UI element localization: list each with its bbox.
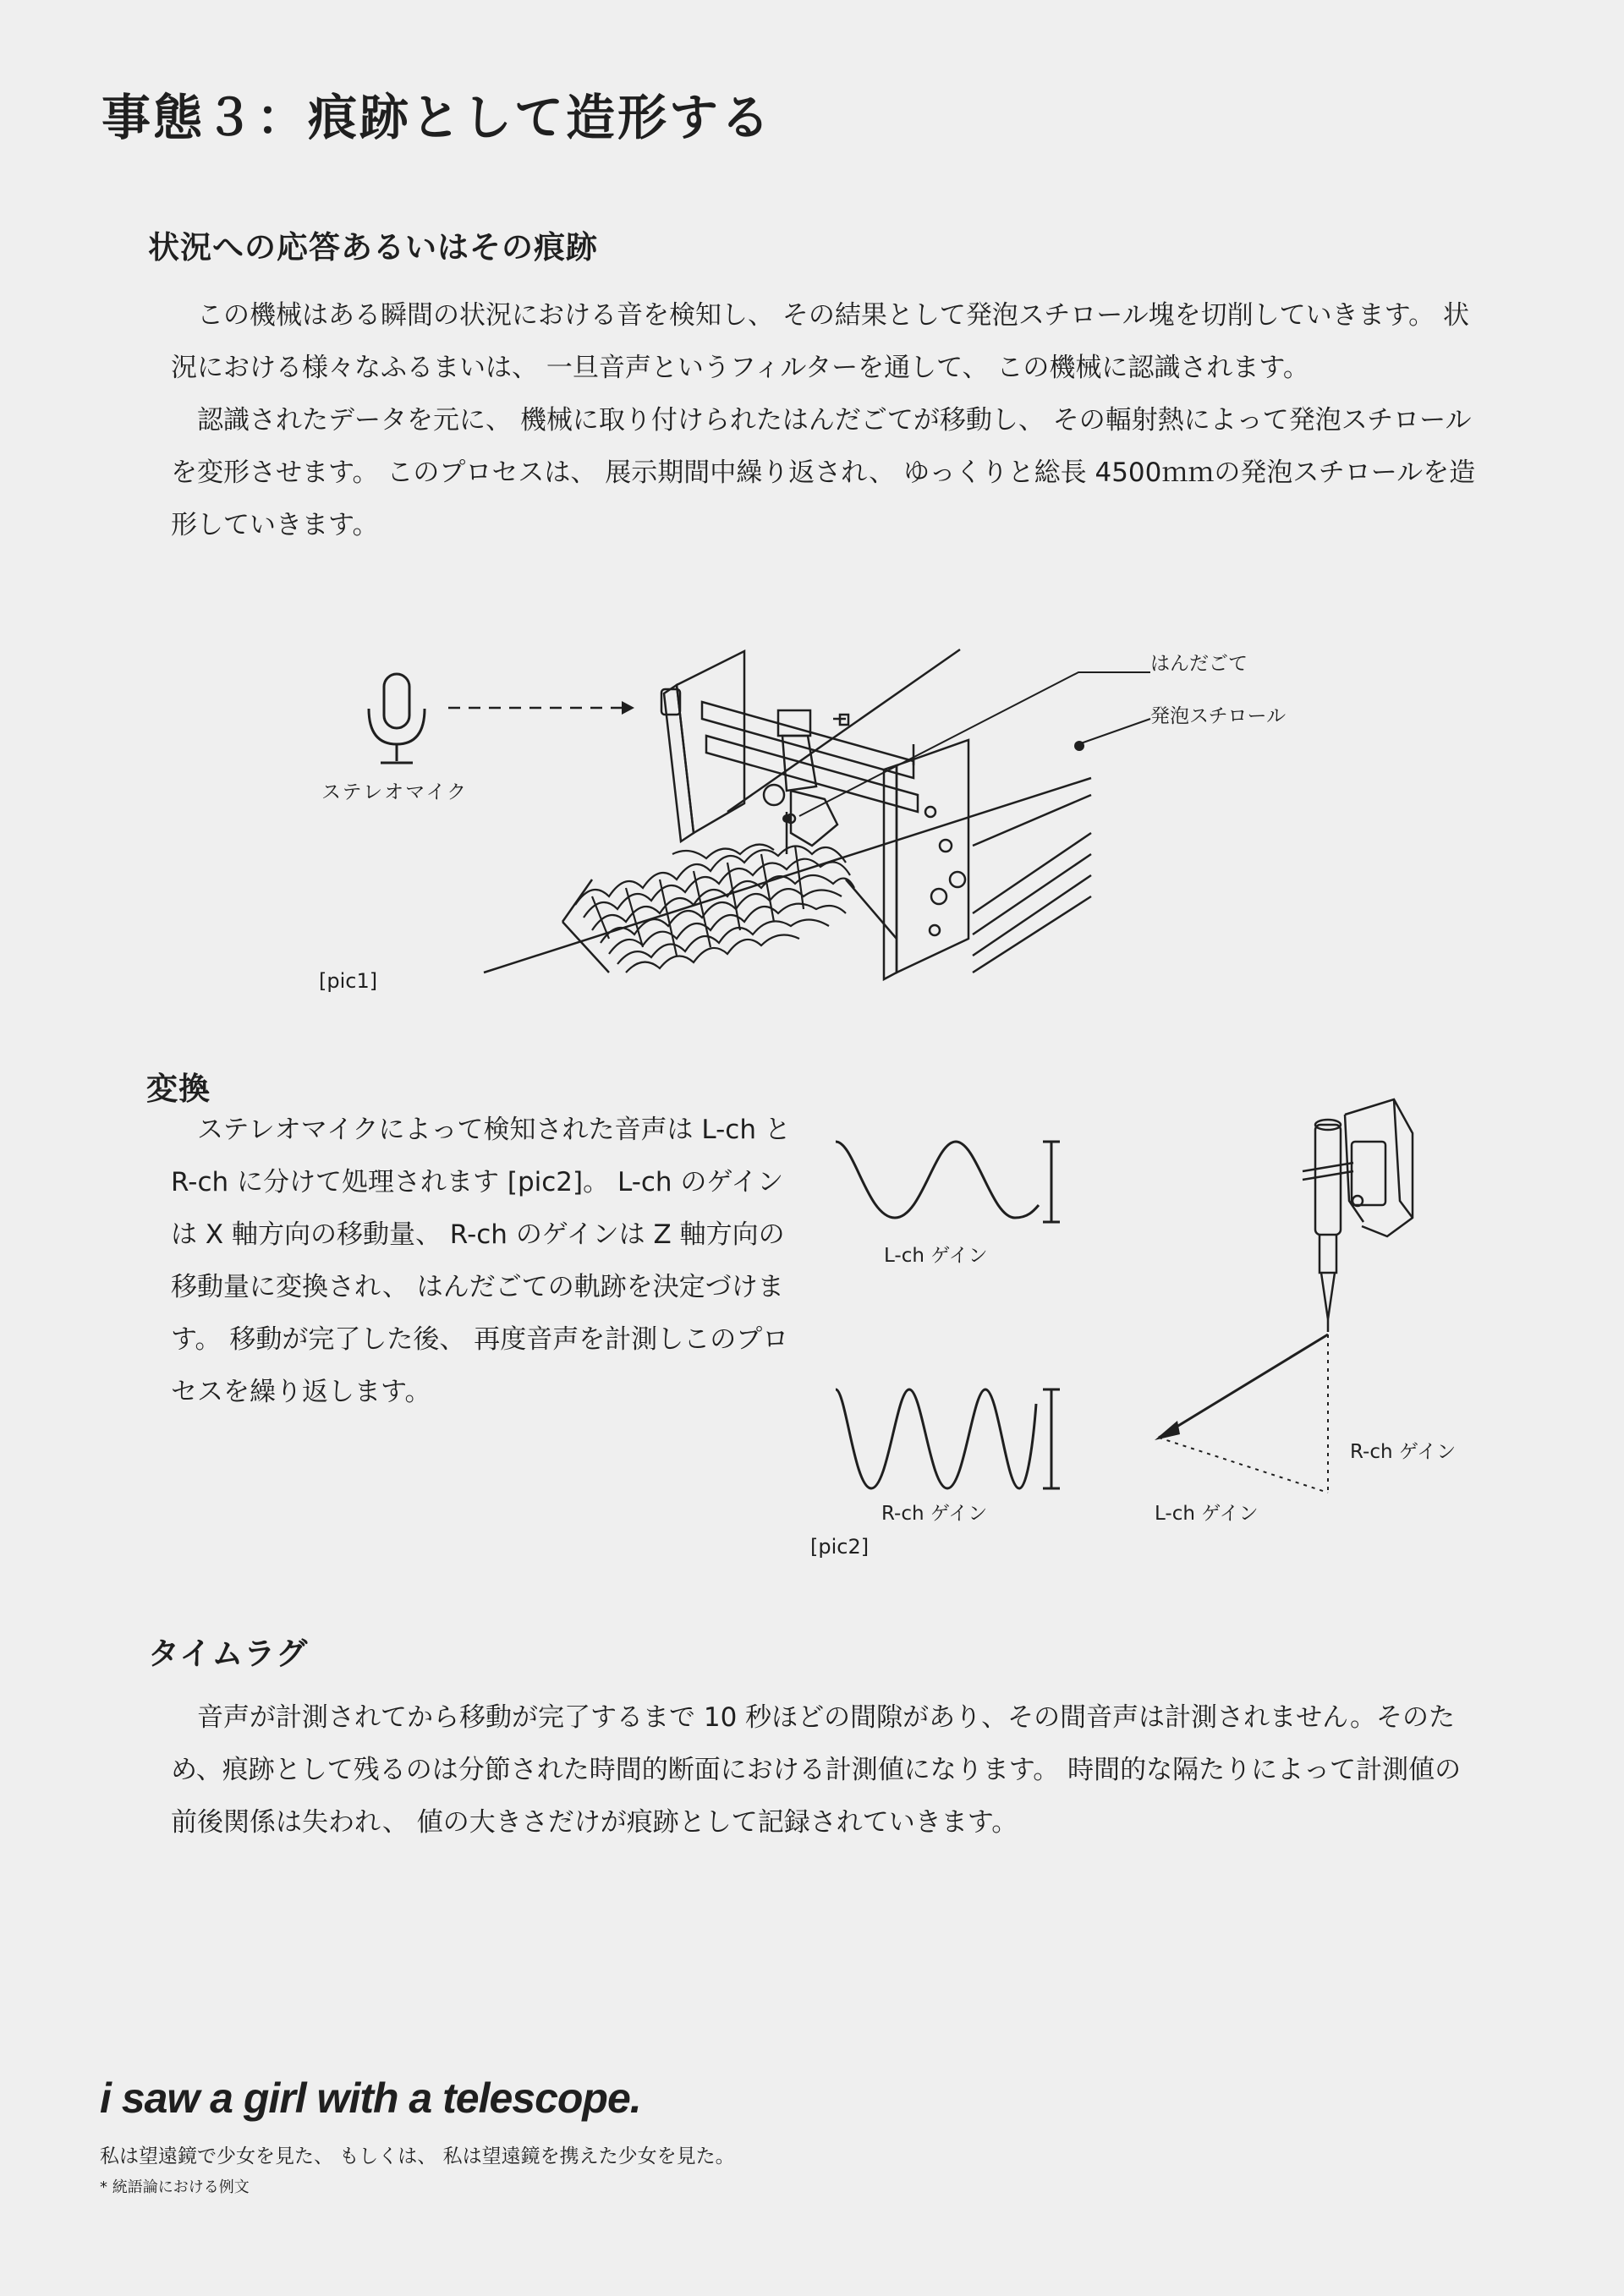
paragraph: この機械はある瞬間の状況における音を検知し、 その結果として発泡スチロール塊を切削していきます。 状況における様々なふるまいは、 一旦音声というフィルターを通して、 この機械に認識されます。 [171,300,1469,383]
lch-vector-label: L-ch ゲイン [1155,1503,1259,1525]
rch-wave-label: R-ch ゲイン [881,1503,988,1525]
rch-vector-label: R-ch ゲイン [1350,1441,1457,1463]
paragraph: 音声が計測されてから移動が完了するまで 10 秒ほどの間隙があり、その間音声は計測されません。そのため、痕跡として残るのは分節された時間的断面における計測値になります。 時間的な隔たりによって計測値の前後関係は失われ、 値の大きさだけが痕跡として記録されていきます。 [171,1702,1462,1838]
section-heading-response: 状況への応答あるいはその痕跡 [148,229,598,266]
soldering-head-icon [1303,1099,1413,1332]
figure-caption-pic1: [pic1] [319,969,378,993]
foam-label: 発泡スチロール [1150,705,1287,727]
footer-subline: 私は望遠鏡で少女を見た、 もしくは、 私は望遠鏡を携えた少女を見た。 [100,2145,735,2167]
rch-waveform [836,1389,1036,1488]
motion-vector [1155,1334,1328,1493]
paragraph: 認識されたデータを元に、 機械に取り付けられたはんだごてが移動し、 その輻射熱によって発泡スチロールを変形させます。 このプロセスは、 展示期間中繰り返され、 ゆっくりと総長 4500ｍｍの発泡スチロールを造形していきます。 [171,405,1476,540]
microphone-label: ステレオマイク [321,781,469,803]
lch-wave-label: L-ch ゲイン [884,1245,988,1267]
footer-note: * 統語論における例文 [100,2178,250,2196]
figure-caption-pic2: [pic2] [810,1535,870,1559]
section-body-timelag [171,1691,1478,1849]
footer-headline: i saw a girl with a telescope. [100,2074,641,2122]
section-heading-timelag: タイムラグ [148,1636,309,1672]
section-heading-conversion: 変換 [146,1071,211,1107]
paragraph: ステレオマイクによって検知された音声は L-ch と R-ch に分けて処理されます [pic2]。 L-ch のゲインは X 軸方向の移動量、 R-ch のゲインは Z 軸方向の移動量に変換され、 はんだごての軌跡を決定づけます。 移動が完了した後、 再度音声を計測しこのプロセスを繰り返します。 [171,1115,791,1407]
soldering-iron-label: はんだごて [1150,653,1248,675]
lch-waveform [836,1142,1039,1218]
page-title: 事態３：痕跡として造形する [102,89,773,146]
